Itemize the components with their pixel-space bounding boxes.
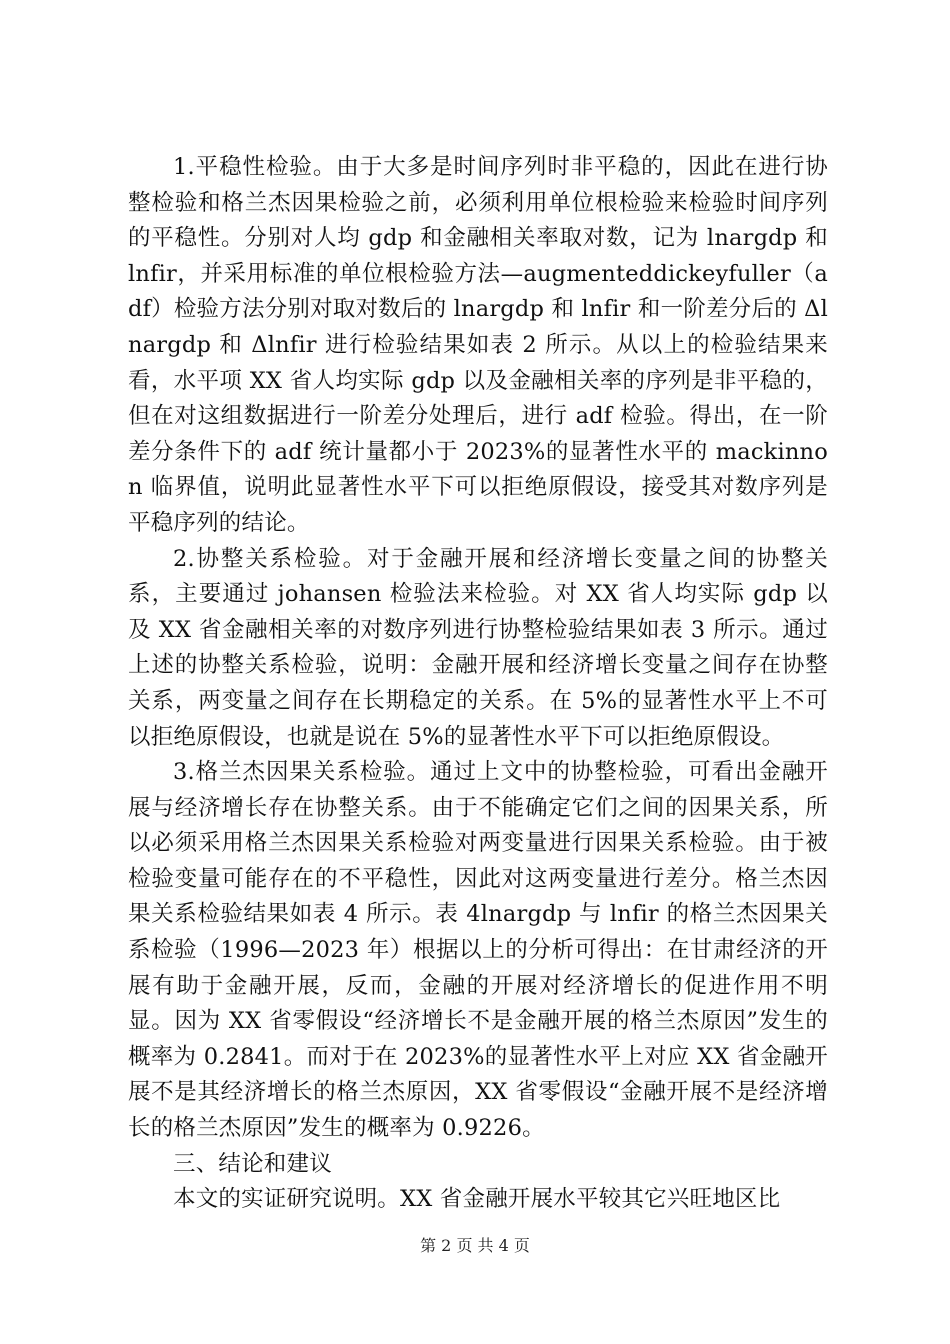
paragraph-conclusion-intro: 本文的实证研究说明。XX 省金融开展水平较其它兴旺地区比 bbox=[173, 1186, 781, 1213]
paragraph-cointegration-test: 2.协整关系检验。对于金融开展和经济增长变量之间的协整关系，主要通过 johansen 检验法来检验。对 XX 省人均实际 gdp 以及 XX 省金融相关率的对数序列进行协整检验结果如表 3 所示。通过上述的协整关系检验，说明：金融开展和经济增长变量之间存在协整关系，两变量之间存在长期稳定的关系。在 5%的显著性水平上不可以拒绝原假设，也就是说在 5%的显著性水平下可以拒绝原假设。 bbox=[128, 545, 828, 750]
section-heading-conclusions: 三、结论和建议 bbox=[173, 1150, 332, 1177]
document-body bbox=[128, 150, 828, 1218]
paragraph-granger-causality-test: 3.格兰杰因果关系检验。通过上文中的协整检验，可看出金融开展与经济增长存在协整关系。由于不能确定它们之间的因果关系，所以必须采用格兰杰因果关系检验对两变量进行因果关系检验。由于被检验变量可能存在的不平稳性，因此对这两变量进行差分。格兰杰因果关系检验结果如表 4 所示。表 4lnargdp 与 lnfir 的格兰杰因果关系检验（1996—2023 年）根据以上的分析可得出：在甘肃经济的开展有助于金融开展，反而，金融的开展对经济增长的促进作用不明显。因为 XX 省零假设“经济增长不是金融开展的格兰杰原因”发生的概率为 0.2841。而对于在 2023%的显著性水平上对应 XX 省金融开展不是其经济增长的格兰杰原因，XX 省零假设“金融开展不是经济增长的格兰杰原因”发生的概率为 0.9226。 bbox=[128, 759, 828, 1142]
paragraph-stationarity-test: 1.平稳性检验。由于大多是时间序列时非平稳的，因此在进行协整检验和格兰杰因果检验之前，必须利用单位根检验来检验时间序列的平稳性。分别对人均 gdp 和金融相关率取对数，记为 lnargdp 和 lnfir，并采用标准的单位根检验方法—augmenteddickeyfuller（adf）检验方法分别对取对数后的 lnargdp 和 lnfir 和一阶差分后的 Δlnargdp 和 Δlnfir 进行检验结果如表 2 所示。从以上的检验结果来看，水平项 XX 省人均实际 gdp 以及金融相关率的序列是非平稳的，但在对这组数据进行一阶差分处理后，进行 adf 检验。得出，在一阶差分条件下的 adf 统计量都小于 2023%的显著性水平的 mackinnon 临界值，说明此显著性水平下可以拒绝原假设，接受其对数序列是平稳序列的结论。 bbox=[128, 154, 828, 536]
page-number-footer: 第 2 页 共 4 页 bbox=[420, 1236, 530, 1255]
